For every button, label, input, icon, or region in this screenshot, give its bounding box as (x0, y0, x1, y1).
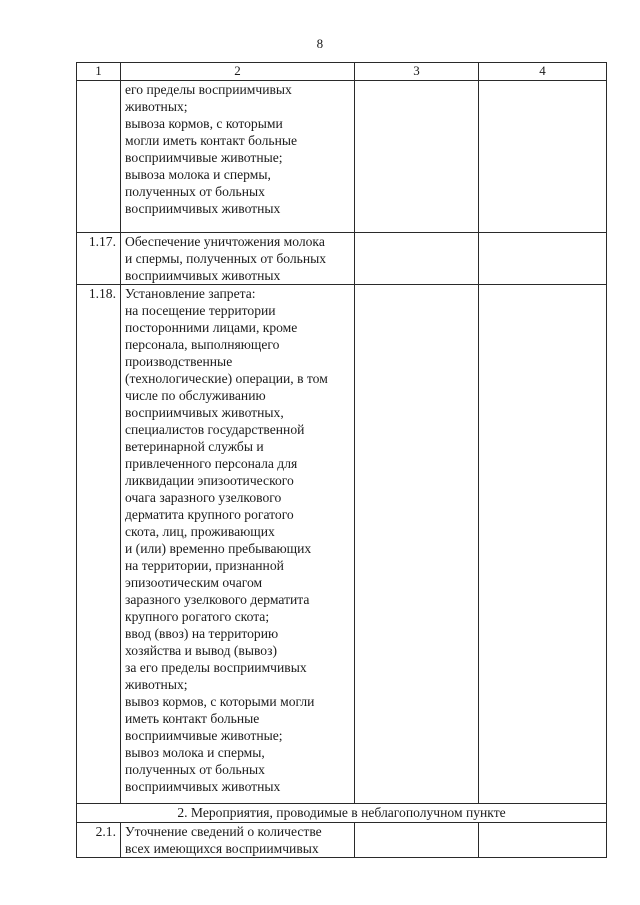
text-line: восприимчивых животных (125, 268, 281, 283)
text-line: на территории, признанной (125, 558, 284, 573)
text-line: числе по обслуживанию (125, 388, 266, 403)
text-line: его пределы восприимчивых (125, 82, 292, 97)
text-line: (технологические) операции, в том (125, 371, 328, 386)
text-line: могли иметь контакт больные (125, 133, 298, 148)
text-line: дерматита крупного рогатого (125, 507, 294, 522)
text-line: на посещение территории (125, 303, 276, 318)
text-line: за его пределы восприимчивых (125, 660, 307, 675)
column-header-3: 3 (355, 63, 479, 81)
text-line: и (или) временно пребывающих (125, 541, 312, 556)
table-row-continuation (77, 81, 607, 233)
row-number: 1.18. (77, 285, 121, 804)
column-header-1: 1 (77, 63, 121, 81)
text-line: восприимчивых животных (125, 201, 281, 216)
text-line: персонала, выполняющего (125, 337, 280, 352)
row-number: 2.1. (77, 823, 121, 858)
text-line: восприимчивых животных (125, 779, 281, 794)
text-line: ввод (ввоз) на территорию (125, 626, 279, 641)
responsible-cell (479, 233, 607, 285)
deadline-cell (355, 81, 479, 233)
deadline-cell (355, 823, 479, 858)
text-line: восприимчивых животных, (125, 405, 284, 420)
text-line: ветеринарной службы и (125, 439, 264, 454)
responsible-cell (479, 81, 607, 233)
text-line: животных; (125, 99, 188, 114)
text-line: крупного рогатого скота; (125, 609, 270, 624)
measure-text (121, 823, 355, 858)
text-line: иметь контакт больные (125, 711, 260, 726)
text-line: очага заразного узелкового (125, 490, 282, 505)
text-line: вывоз кормов, с которыми могли (125, 694, 315, 709)
text-line: восприимчивые животные; (125, 150, 283, 165)
measure-text (121, 81, 355, 233)
responsible-cell (479, 285, 607, 804)
row-number: 1.17. (77, 233, 121, 285)
text-line: посторонними лицами, кроме (125, 320, 298, 335)
text-line: Уточнение сведений о количестве (125, 824, 322, 839)
section-2-title: 2. Мероприятия, проводимые в неблагополучном пункте (77, 804, 607, 823)
deadline-cell (355, 233, 479, 285)
page-number: 8 (316, 36, 324, 51)
responsible-cell (479, 823, 607, 858)
text-line: вывоза кормов, с которыми (125, 116, 283, 131)
text-line: вывоз молока и спермы, (125, 745, 265, 760)
text-line: производственные (125, 354, 233, 369)
text-line: Обеспечение уничтожения молока (125, 234, 325, 249)
text-line: всех имеющихся восприимчивых (125, 841, 319, 856)
text-line: скота, лиц, проживающих (125, 524, 275, 539)
column-header-2: 2 (121, 63, 355, 81)
text-line: эпизоотическим очагом (125, 575, 263, 590)
text-line: привлеченного персонала для (125, 456, 298, 471)
text-line: вывоза молока и спермы, (125, 167, 271, 182)
text-line: специалистов государственной (125, 422, 305, 437)
deadline-cell (355, 285, 479, 804)
table-row-1-17 (77, 233, 607, 285)
text-line: полученных от больных (125, 184, 265, 199)
text-line: ликвидации эпизоотического (125, 473, 294, 488)
section-header-row (77, 804, 607, 823)
text-line: хозяйства и вывод (вывоз) (125, 643, 277, 658)
measure-text (121, 285, 355, 804)
row-number (77, 81, 121, 233)
measures-table (76, 62, 607, 858)
text-line: и спермы, полученных от больных (125, 251, 327, 266)
text-line: Установление запрета: (125, 286, 256, 301)
table-row-2-1 (77, 823, 607, 858)
column-header-4: 4 (479, 63, 607, 81)
text-line: восприимчивые животные; (125, 728, 283, 743)
measure-text (121, 233, 355, 285)
table-row-1-18 (77, 285, 607, 804)
table-header-row (77, 63, 607, 81)
text-line: заразного узелкового дерматита (125, 592, 310, 607)
text-line: животных; (125, 677, 188, 692)
text-line: полученных от больных (125, 762, 265, 777)
